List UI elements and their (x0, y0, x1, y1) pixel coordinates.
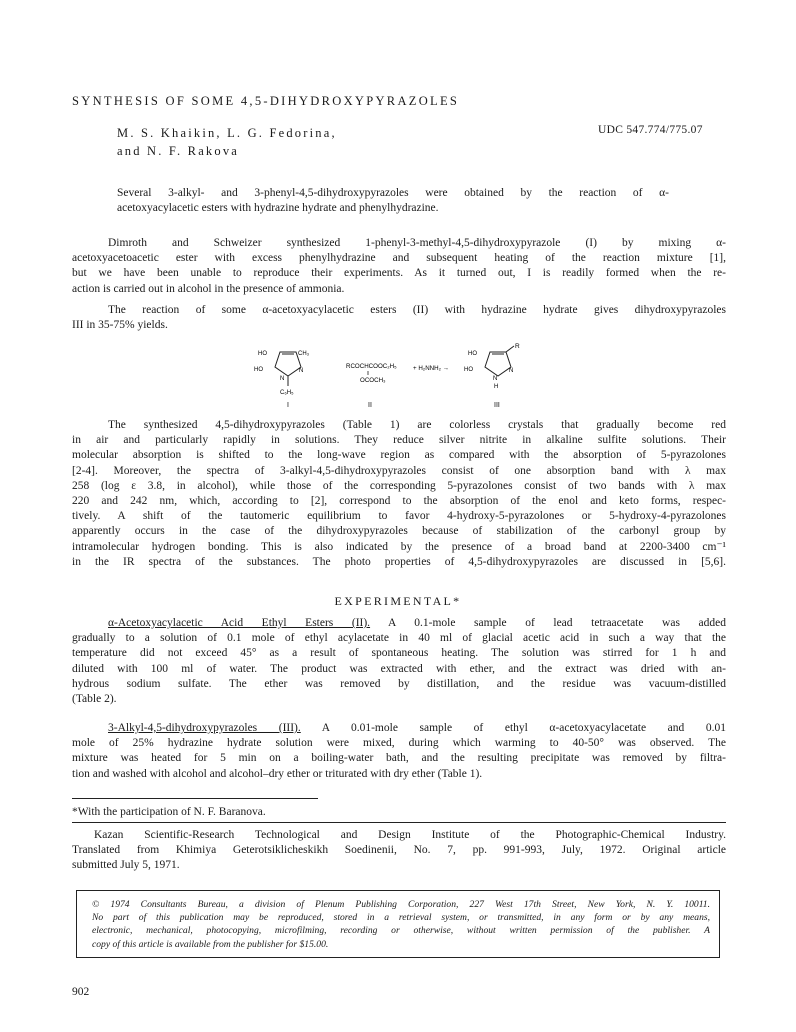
text-line: The synthesized 4,5-dihydroxypyrazoles (Table 1) are colorless crystals that gradually become red (108, 419, 726, 431)
hydrazine-reagent: + H₂NNH₂ → (413, 365, 449, 372)
text-line: submitted July 5, 1971. (72, 859, 180, 872)
text-run: A 0.01-mole sample of ethyl α-acetoxyacylacetate and 0.01 (300, 722, 726, 734)
ho-label: HO (254, 367, 263, 373)
page-number: 902 (72, 986, 90, 998)
text-line: copy of this article is available from the publisher for $15.00. (92, 938, 329, 950)
compound-label-I: I (287, 402, 289, 409)
text-line: [2-4]. Moreover, the spectra of 3-alkyl-4,5-dihydroxypyrazoles consist of one absorption band with λ max (72, 464, 726, 477)
r-label: R (515, 343, 520, 350)
text-line: apparently occurs in the case of the dihydroxypyrazoles because of stabilization of the carbonyl group by (72, 525, 726, 538)
text-line: diluted with 100 ml of water. The product was extracted with ether, and the extract was dried with an- (72, 662, 726, 675)
text-line: 220 and 242 nm, which, according to [2], correspond to the absorption of the enol and keto forms, respec- (72, 495, 726, 508)
text-line: The reaction of some α-acetoxyacylacetic esters (II) with hydrazine hydrate gives dihydroxypyrazoles (108, 304, 726, 316)
text-line: Translated from Khimiya Geterotsiklicheskikh Soedinenii, No. 7, pp. 991-993, July, 1972. Original article (72, 844, 726, 857)
n-label: N (299, 368, 304, 374)
affiliation-divider (72, 822, 726, 823)
text-line: 258 (log ε 3.8, in alcohol), while those of the corresponding 5-pyrazolones consist of two bands with λ max (72, 479, 726, 492)
body-paragraph (72, 616, 726, 707)
text-line: © 1974 Consultants Bureau, a division of Plenum Publishing Corporation, 227 West 17th Street, New York, N. Y. 10011. (92, 899, 710, 910)
body-paragraph (72, 303, 726, 333)
text-line: mixture was heated for 5 min on a boiling-water bath, and the resulting precipitate was removed by filtra- (72, 752, 726, 765)
affiliation-block (72, 828, 726, 874)
text-line (72, 721, 726, 736)
reaction-scheme (250, 340, 550, 412)
text-line: molecular absorption is shifted to the long-wave region as compared with the absorption of 5-pyrazolones (72, 449, 726, 462)
h-label: H (494, 384, 499, 390)
ho-label: HO (468, 351, 477, 357)
text-line: hydrous sodium sulfate. The ether was removed by distillation, and the residue was vacuum-distilled (72, 677, 726, 690)
text-line: Several 3-alkyl- and 3-phenyl-4,5-dihydroxypyrazoles were obtained by the reaction of α- (117, 187, 669, 199)
text-run: A 0.1-mole sample of lead tetraacetate was added (370, 617, 726, 629)
udc-code: UDC 547.774/775.07 (598, 124, 703, 136)
text-line: but we have been unable to reproduce their experiments. As it turned out, I is readily formed when the re- (72, 267, 726, 280)
author-line: M. S. Khaikin, L. G. Fedorina, (117, 126, 337, 140)
body-paragraph (72, 418, 726, 570)
text-line: tively. A shift of the tautomeric equilibrium to favor 4-hydroxy-5-pyrazolones or 5-hydroxy-4-pyrazolones (72, 510, 726, 523)
n-label: N (280, 376, 285, 382)
body-paragraph (72, 236, 726, 297)
compound-I-structure (275, 352, 304, 386)
subsection-heading: α-Acetoxyacylacetic Acid Ethyl Esters (II). (108, 617, 371, 629)
body-paragraph (72, 721, 726, 782)
ho-label: HO (258, 351, 267, 357)
c6h5-label: C₆H₅ (280, 390, 294, 396)
copyright-notice (92, 898, 710, 951)
text-line: Kazan Scientific-Research Technological and Design Institute of the Photographic-Chemical Industry. (94, 829, 726, 841)
text-line: intramolecular hydrogen bonding. This is also indicated by the presence of a broad band at 2200-3400 cm⁻¹ (72, 540, 726, 553)
text-line: gradually to a solution of 0.1 mole of ethyl acylacetate in 40 ml of glacial acetic acid in such a way that the (72, 632, 726, 645)
text-line: mole of 25% hydrazine hydrate solution were mixed, during which warming to 40-50° was observed. The (72, 737, 726, 750)
abstract (117, 186, 669, 216)
text-line: temperature did not exceed 45° as a result of spontaneous heating. The solution was stirred for 1 h and (72, 647, 726, 660)
n-label: N (509, 368, 514, 374)
text-line: electronic, mechanical, photocopying, microfilming, recording or otherwise, without written permission of the publisher. A (92, 925, 710, 937)
reagent-substituent: OCOCH₃ (360, 377, 386, 384)
text-line: Dimroth and Schweizer synthesized 1-phenyl-3-methyl-4,5-dihydroxypyrazole (I) by mixing α- (108, 237, 726, 249)
text-line: acetoxyacylacetic esters with hydrazine hydrate and phenylhydrazine. (117, 202, 439, 215)
text-line: action is carried out in alcohol in the presence of ammonia. (72, 282, 345, 295)
footnote-divider (72, 798, 318, 799)
text-line (72, 616, 726, 631)
text-line: No part of this publication may be reproduced, stored in a retrieval system, or transmitted, in any form or by any means, (92, 912, 710, 924)
author-list (117, 124, 337, 160)
text-line: in the IR spectra of the substances. The photo properties of 4,5-dihydroxypyrazoles are discussed in [5,6]. (72, 555, 726, 568)
author-line: and N. F. Rakova (117, 144, 240, 158)
ho-label: HO (464, 367, 473, 373)
article-title: SYNTHESIS OF SOME 4,5-DIHYDROXYPYRAZOLES (72, 94, 460, 108)
text-line: tion and washed with alcohol and alcohol–dry ether or triturated with dry ether (Table 1). (72, 767, 483, 780)
section-heading: EXPERIMENTAL* (334, 594, 462, 608)
n-label: N (493, 376, 498, 382)
text-line: (Table 2). (72, 693, 117, 706)
reagent-formula: RCOCHCOOC₂H₅ (346, 363, 397, 370)
text-line: acetoxyacetoacetic ester with excess phenylhydrazine and subsequent heating of the reaction mixture [1], (72, 252, 726, 265)
text-line: in air and particularly rapidly in solutions. They reduce silver nitrite in alkaline sulfite solutions. Their (72, 434, 726, 447)
ch3-label: CH₃ (298, 351, 310, 357)
text-line: III in 35-75% yields. (72, 319, 168, 332)
compound-label-III: III (494, 402, 500, 409)
subsection-heading: 3-Alkyl-4,5-dihydroxypyrazoles (III). (108, 722, 301, 734)
footnote: *With the participation of N. F. Baranova. (72, 806, 266, 818)
compound-label-II: II (368, 402, 372, 409)
